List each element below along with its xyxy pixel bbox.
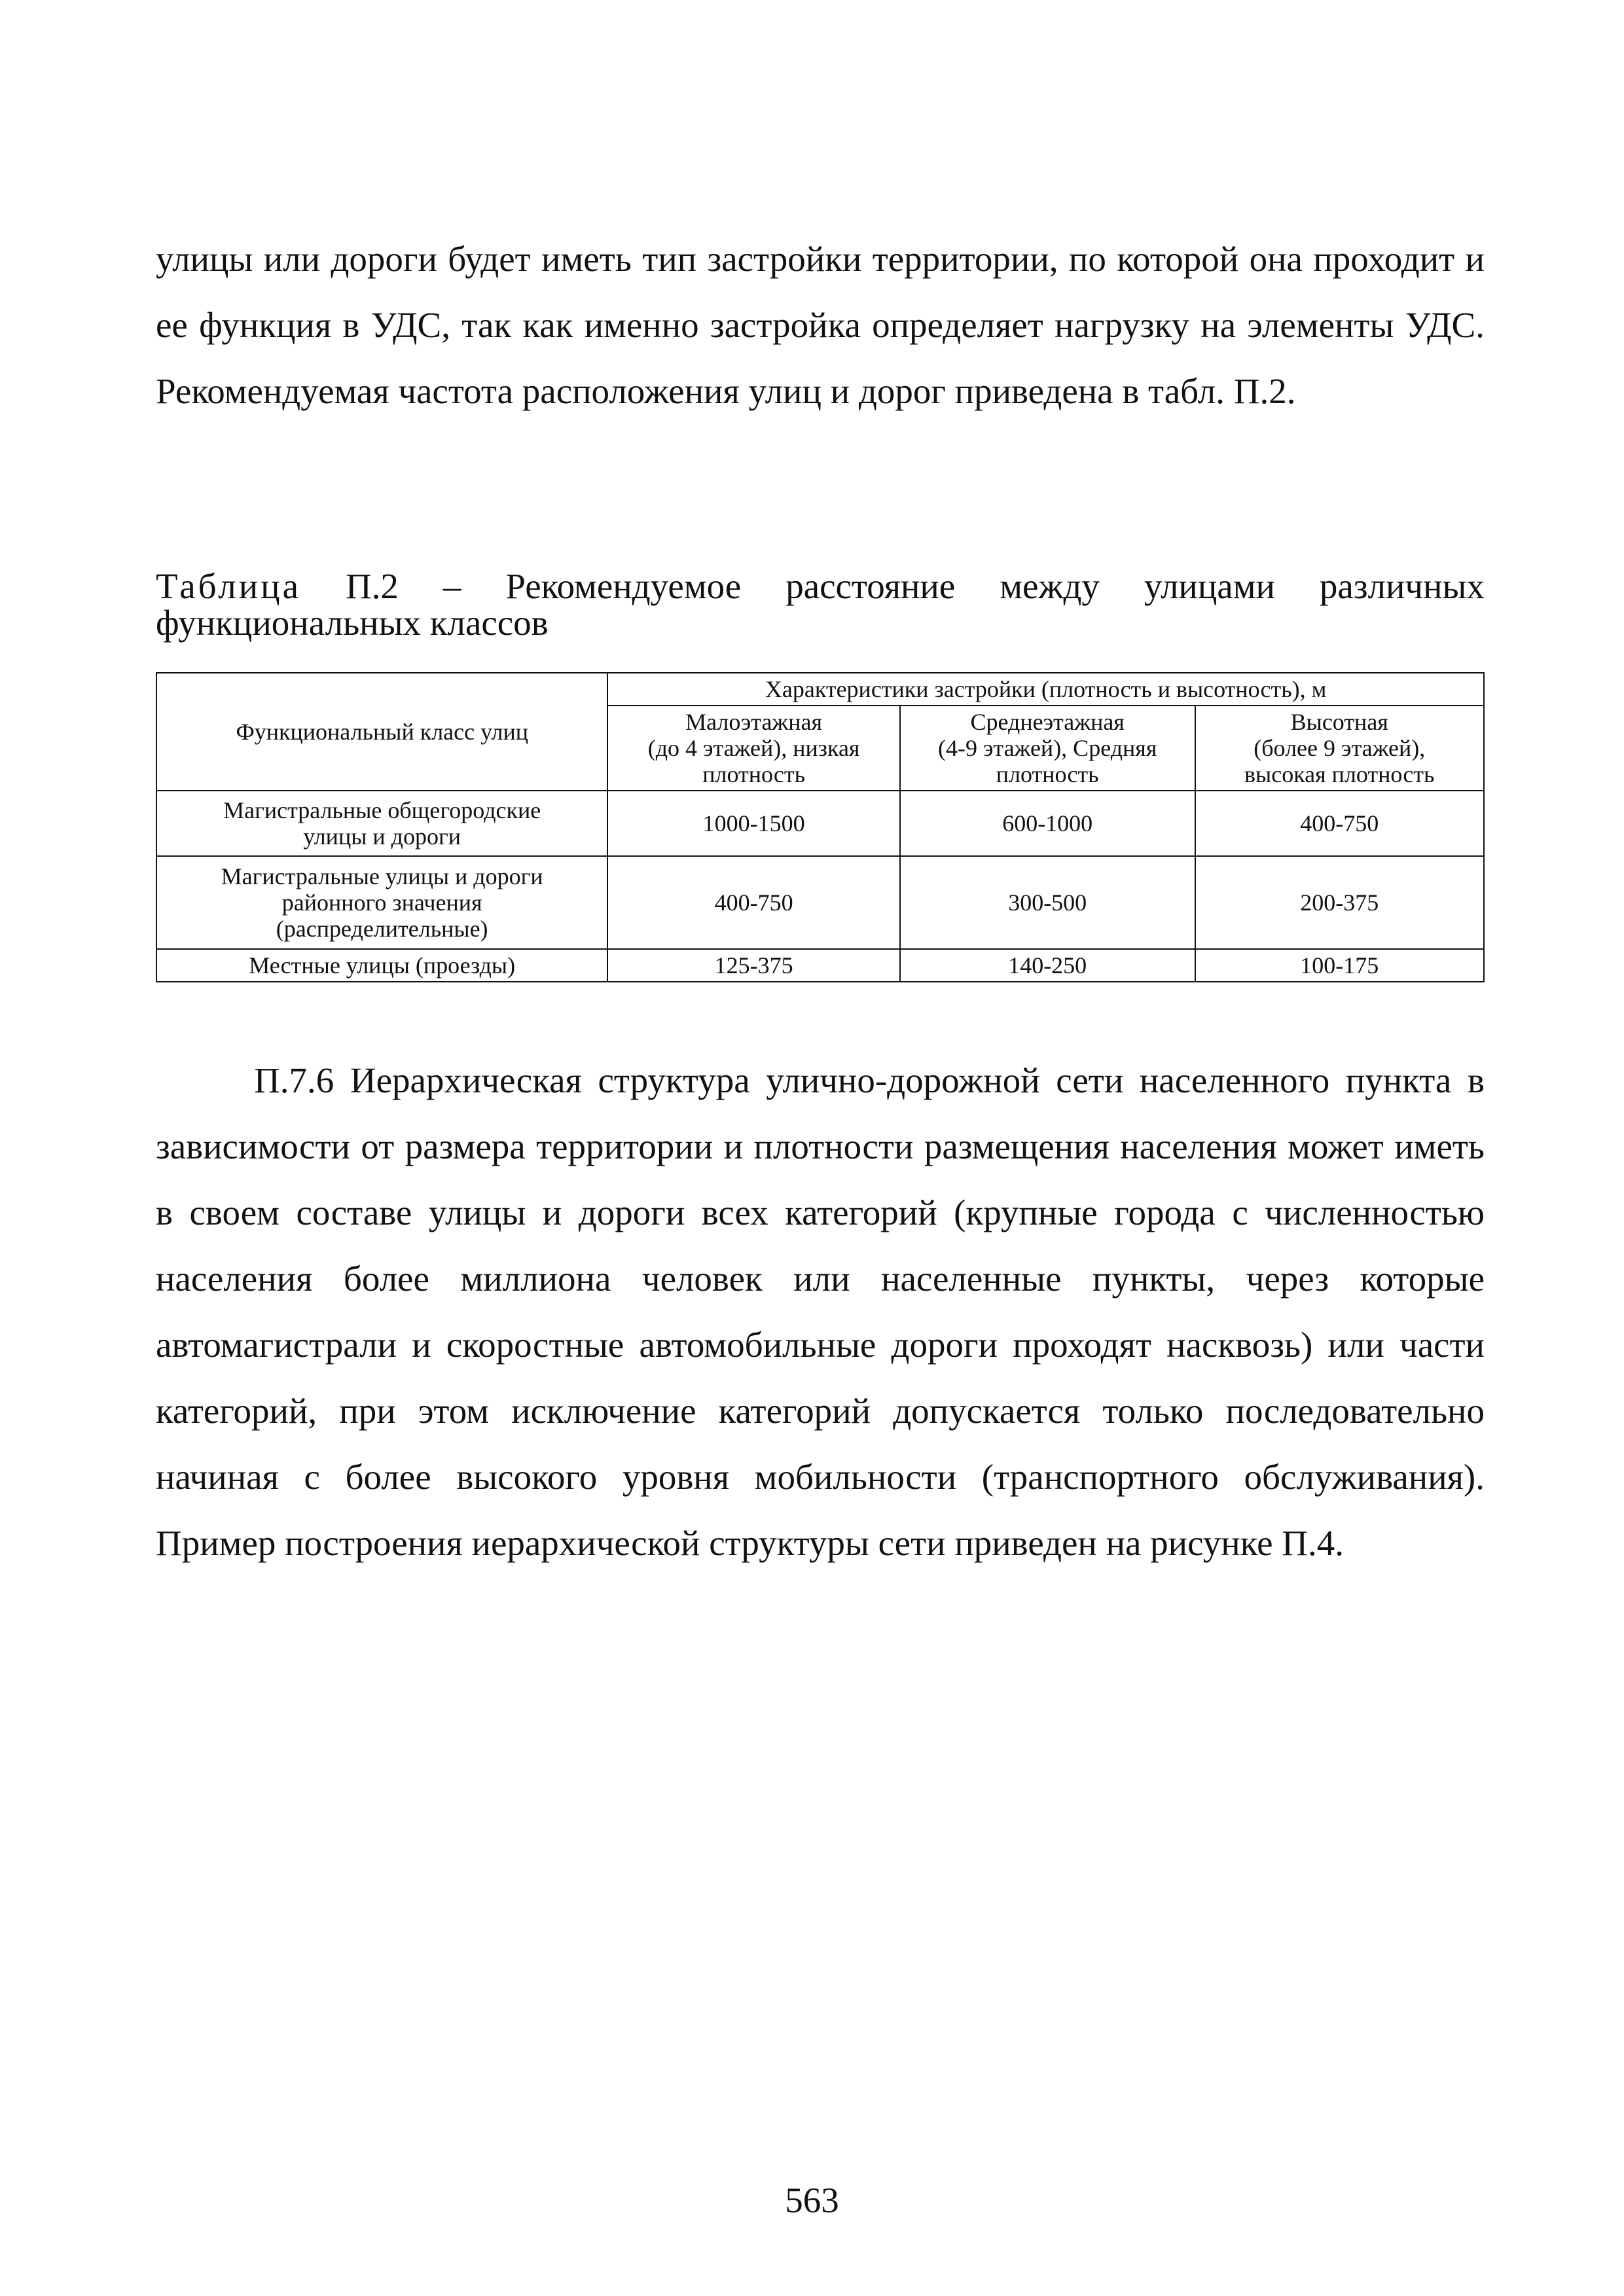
header-high-rise-line-2: (более 9 этажей),	[1254, 735, 1426, 761]
cell-low-rise: 1000-1500	[607, 791, 900, 856]
header-high-rise-line-1: Высотная	[1290, 709, 1388, 735]
row-class-name-line-2: улицы и дороги	[303, 823, 461, 850]
header-low-rise-line-2: (до 4 этажей), низкая	[647, 735, 860, 761]
header-building-characteristics: Характеристики застройки (плотность и высотность), м	[607, 673, 1484, 706]
header-low-rise-line-1: Малоэтажная	[685, 709, 823, 735]
table-header-row-1	[156, 673, 1484, 706]
row-class-name: Местные улицы (проезды)	[156, 949, 607, 982]
table-row	[156, 856, 1484, 949]
cell-high-rise: 100-175	[1195, 949, 1485, 982]
header-mid-rise-line-2: (4-9 этажей), Средняя	[937, 735, 1157, 761]
header-high-rise-line-3: высокая плотность	[1244, 761, 1435, 787]
row-class-name	[156, 791, 607, 856]
table-row	[156, 949, 1484, 982]
row-class-name-line-1: Магистральные общегородские	[223, 797, 541, 823]
row-class-name	[156, 856, 607, 949]
cell-high-rise: 400-750	[1195, 791, 1485, 856]
table-row	[156, 791, 1484, 856]
cell-mid-rise: 600-1000	[900, 791, 1195, 856]
table-caption-text: П.2 – Рекомендуемое расстояние между улицами различных функциональных классов	[156, 566, 1485, 643]
body-paragraph-1: улицы или дороги будет иметь тип застройки территории, по которой она проходит и ее функция в УДС, так как именно застройка определяет нагрузку на элементы УДС. Рекомендуемая частота расположения улиц и дорог приведена в табл. П.2.	[156, 239, 1485, 411]
cell-low-rise: 125-375	[607, 949, 900, 982]
table-caption	[156, 568, 1485, 641]
table-caption-label: Таблица	[156, 566, 301, 606]
cell-high-rise: 200-375	[1195, 856, 1485, 949]
header-functional-class: Функциональный класс улиц	[156, 673, 607, 791]
header-high-rise	[1195, 706, 1485, 791]
header-mid-rise-line-3: плотность	[996, 761, 1099, 787]
header-low-rise-line-3: плотность	[702, 761, 805, 787]
row-class-name-line-2: районного значения	[281, 889, 482, 916]
row-class-name-line-3: (распределительные)	[276, 916, 488, 942]
cell-mid-rise: 300-500	[900, 856, 1195, 949]
distance-table	[156, 672, 1485, 982]
cell-low-rise: 400-750	[607, 856, 900, 949]
row-class-name-line-1: Магистральные улицы и дороги	[221, 863, 543, 889]
body-paragraph-2: П.7.6 Иерархическая структура улично-дорожной сети населенного пункта в зависимости от размера территории и плотности размещения населения может иметь в своем составе улицы и дороги всех категорий (крупные города с численностью населения более миллиона человек или населенные пункты, через которые автомагистрали и скоростные автомобильные дороги проходят насквозь) или части категорий, при этом исключение категорий допускается только последовательно начиная с более высокого уровня мобильности (транспортного обслуживания). Пример построения иерархической структуры сети приведен на рисунке П.4.	[156, 1060, 1485, 1563]
header-mid-rise	[900, 706, 1195, 791]
header-low-rise	[607, 706, 900, 791]
header-mid-rise-line-1: Среднеэтажная	[970, 709, 1125, 735]
cell-mid-rise: 140-250	[900, 949, 1195, 982]
page-number: 563	[785, 2180, 839, 2220]
